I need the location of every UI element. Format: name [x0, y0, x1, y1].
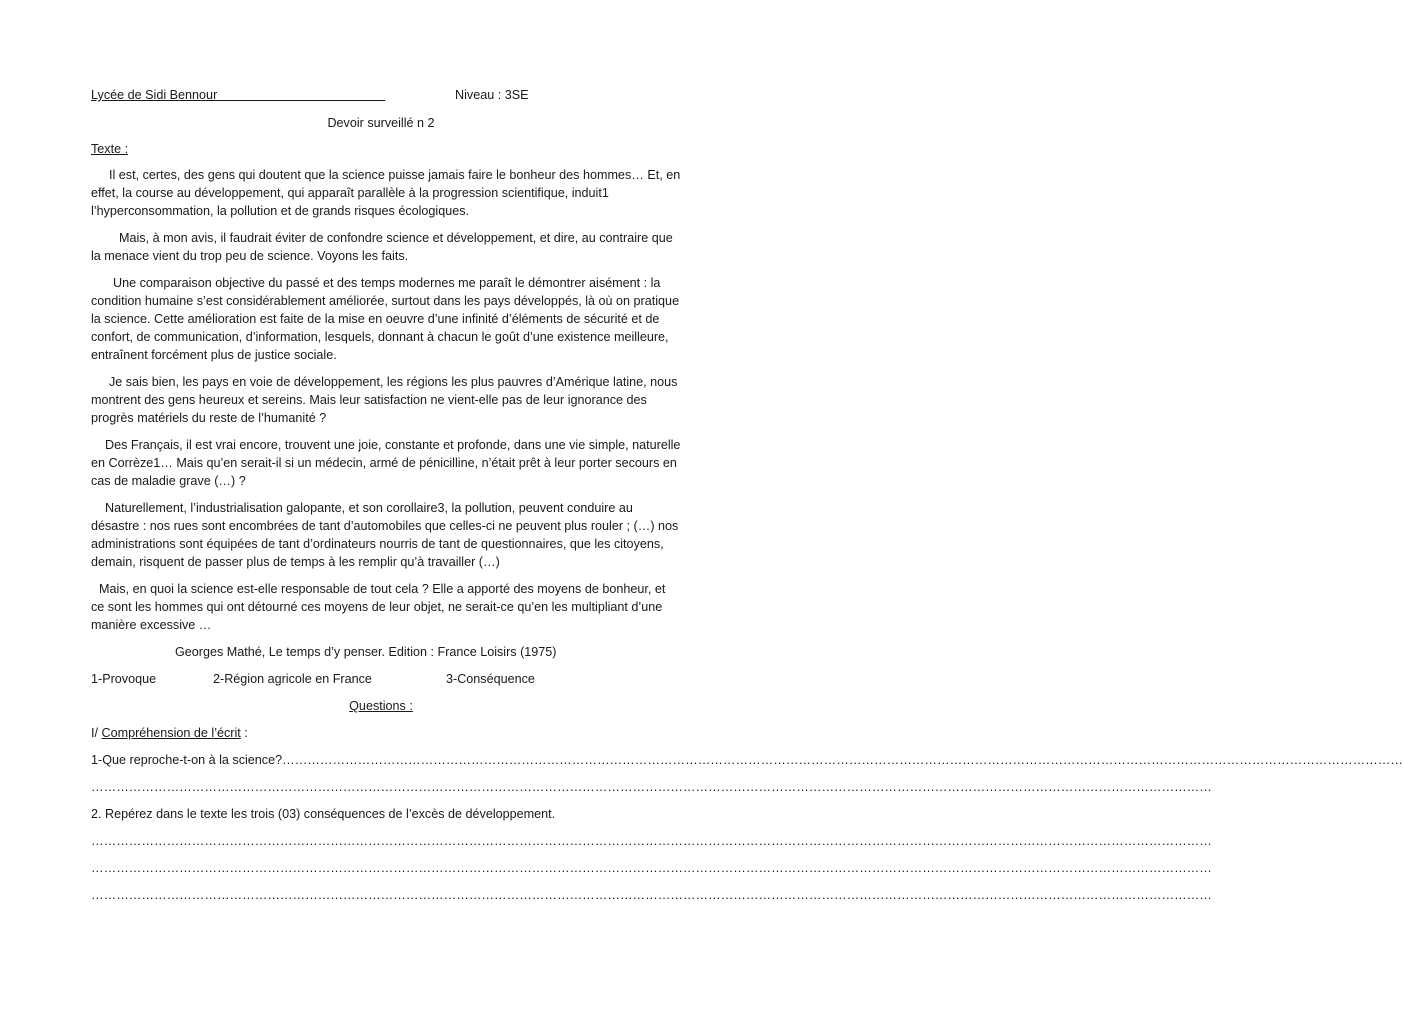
- section-heading: [91, 724, 681, 742]
- texte-label: Texte :: [91, 142, 129, 156]
- answer-line: ……………………………………………………………………………………………………………………………………………………………………………………………………………………………………………: [91, 780, 1212, 794]
- section-prefix: I/: [91, 726, 102, 740]
- paragraph-2: Mais, à mon avis, il faudrait éviter de confondre science et développement, et dire, au contraire que la menace vient du trop peu de science. Voyons les faits.: [91, 231, 673, 263]
- paragraph-7: Mais, en quoi la science est-elle responsable de tout cela ? Elle a apporté des moyens de bonheur, et ce sont les hommes qui ont détourné ces moyens de leur objet, ne serait-ce qu’en les multipliant d’une manière excessive …: [91, 582, 666, 632]
- section-label: Compréhension de l’écrit: [101, 726, 241, 740]
- footnote-2: 2-Région agricole en France: [213, 672, 372, 686]
- answer-line: ……………………………………………………………………………………………………………………………………………………………………………………………………………………………………………: [91, 888, 1212, 902]
- question-1-text: 1-Que reproche-t-on à la science?: [91, 753, 283, 767]
- source-citation: Georges Mathé, Le temps d’y penser. Edition : France Loisirs (1975): [175, 645, 557, 659]
- answer-line: ……………………………………………………………………………………………………………………………………………………………………………………………………………………………………………: [91, 861, 1212, 875]
- paragraph-1: Il est, certes, des gens qui doutent que la science puisse jamais faire le bonheur des hommes… Et, en effet, la course au développement, qui apparaît parallèle à la progression scientifique, induit1 l’hyperconsommation, la pollution et de grands risques écologiques.: [91, 168, 681, 218]
- school-name: Lycée de Sidi Bennour: [91, 88, 386, 102]
- paragraph-5: Des Français, il est vrai encore, trouvent une joie, constante et profonde, dans une vie simple, naturelle en Corrèze1… Mais qu’en serait-il si un médecin, armé de pénicilline, n’était prêt à leur porter secours en cas de maladie grave (…) ?: [91, 438, 681, 488]
- paragraph-6: Naturellement, l’industrialisation galopante, et son corollaire3, la pollution, peuvent conduire au désastre : nos rues sont encombrées de tant d’automobiles que celles-ci ne peuvent plus rouler ; (…) nos administrations sont équipées de tant d’ordinateurs nourris de tant de questionnaires, que les citoyens, demain, risquent de passer plus de temps à les remplir qu’à travailler (…): [91, 501, 679, 569]
- header: [91, 86, 681, 106]
- answer-dots: ……………………………………………………………………………………………………………………………………………………………………………………………………………………………………………: [282, 753, 1403, 767]
- level-label: Niveau : 3SE: [455, 88, 529, 102]
- paragraph-4: Je sais bien, les pays en voie de développement, les régions les plus pauvres d’Amérique latine, nous montrent des gens heureux et sereins. Mais leur satisfaction ne vient-elle pas de leur ignorance des progrès matériels du reste de l’humanité ?: [91, 375, 678, 425]
- exam-title: Devoir surveillé n 2: [327, 116, 435, 130]
- questions-title: Questions :: [349, 699, 413, 713]
- footnotes: [91, 670, 681, 688]
- question-2: [91, 805, 681, 823]
- document-page: [91, 86, 1403, 904]
- question-2-text: 2. Repérez dans le texte les trois (03) conséquences de l’excès de développement.: [91, 807, 556, 821]
- footnote-3: 3-Conséquence: [446, 672, 535, 686]
- footnote-1: 1-Provoque: [91, 672, 157, 686]
- question-1: [91, 751, 1403, 769]
- paragraph-3: Une comparaison objective du passé et des temps modernes me paraît le démontrer aisément : la condition humaine s’est considérablement améliorée, surtout dans les pays développés, là où on pratique la science. Cette amélioration est faite de la mise en oeuvre d’une infinité d’éléments de sécurité et de confort, de communication, d’information, lesquels, donnant à chacun le goût d’une existence meilleure, entraînent forcément plus de justice sociale.: [91, 276, 680, 362]
- section-suffix: :: [240, 726, 248, 740]
- answer-line: ……………………………………………………………………………………………………………………………………………………………………………………………………………………………………………: [91, 834, 1212, 848]
